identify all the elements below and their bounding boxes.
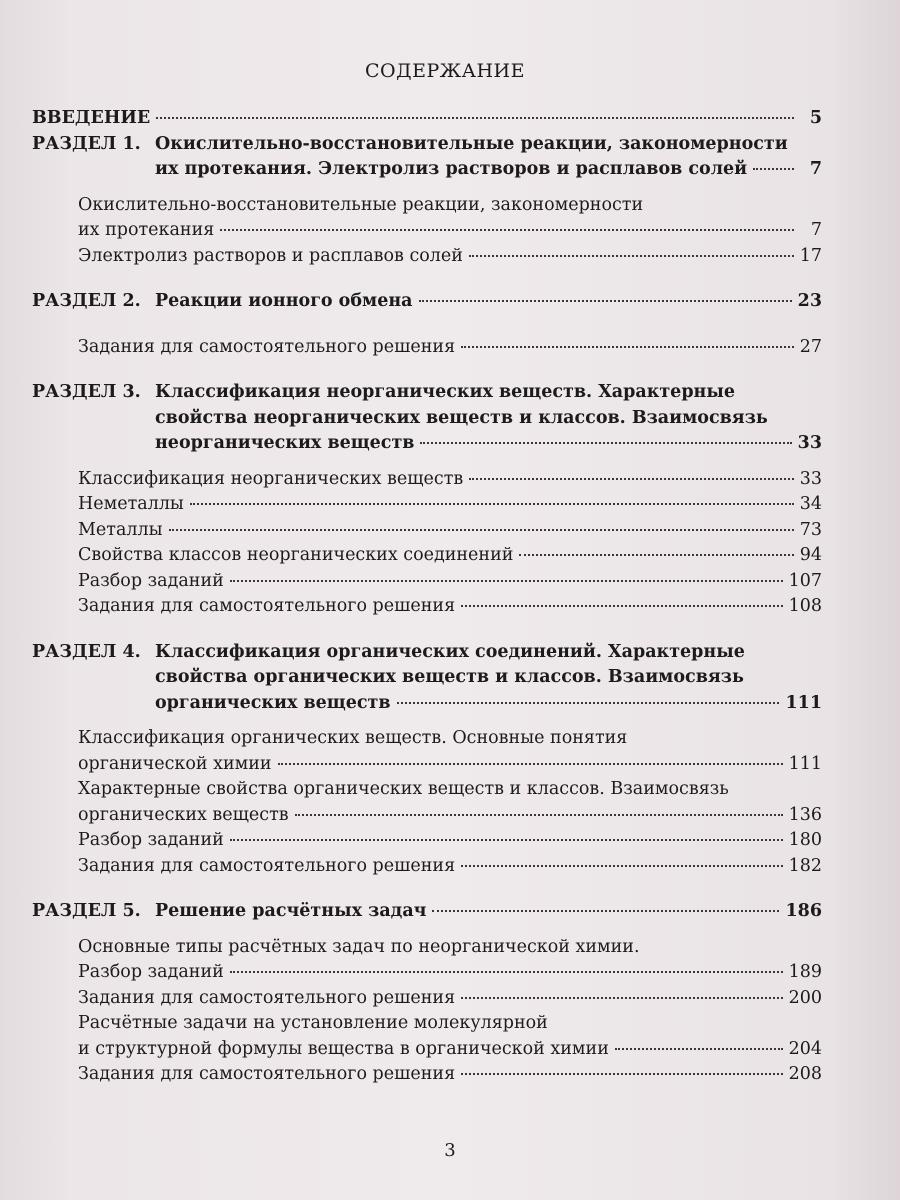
toc-subentry[interactable]	[32, 935, 822, 986]
leader-dots	[461, 1071, 782, 1075]
leader-dots	[432, 908, 779, 912]
leader-dots	[156, 115, 794, 119]
toc-section-5[interactable]	[32, 899, 822, 925]
leader-dots	[220, 227, 794, 231]
section-heading-line	[32, 380, 822, 406]
subentry-title: Металлы	[78, 519, 163, 540]
toc-section-1[interactable]	[32, 132, 822, 183]
subentry-title-line: их протекания	[78, 220, 215, 240]
toc-page-number: 33	[799, 468, 822, 489]
toc-section-3[interactable]	[32, 380, 822, 457]
subentry-title-line: Характерные свойства органических веществ и классов. Взаимосвязь	[78, 779, 729, 799]
section-title-line: органических веществ	[155, 692, 391, 713]
leader-dots	[615, 1046, 783, 1050]
leader-dots	[469, 476, 793, 480]
section-title-line: Реакции ионного обмена	[155, 291, 413, 311]
toc-page-number: 108	[788, 596, 822, 616]
leader-dots	[519, 552, 793, 556]
toc-subentry[interactable]	[32, 518, 822, 544]
subentry-title: Задания для самостоятельного решения	[78, 855, 456, 876]
subentry-title-line: органических веществ	[78, 804, 289, 825]
toc-page-number: 180	[788, 830, 822, 850]
subentry-title-line: Основные типы расчётных задач по неорганической химии.	[78, 936, 640, 957]
page-number: 3	[444, 1140, 456, 1161]
leader-dots	[230, 837, 783, 841]
section-label: РАЗДЕЛ 4.	[32, 641, 141, 662]
toc-page-number: 200	[788, 987, 822, 1008]
leader-dots	[461, 863, 782, 867]
subentry-title-line: Окислительно-восстановительные реакции, закономерности	[78, 194, 644, 215]
toc-entry-label: ВВЕДЕНИЕ	[32, 108, 151, 128]
toc-subentry[interactable]	[32, 854, 822, 880]
toc-page-number: 111	[785, 692, 822, 713]
contents-heading: СОДЕРЖАНИЕ	[365, 60, 525, 82]
toc-subentry[interactable]	[32, 1062, 822, 1088]
toc-page-number: 182	[788, 855, 822, 876]
section-title-line: Решение расчётных задач	[155, 901, 427, 921]
toc-page-number: 208	[788, 1064, 822, 1084]
section-heading-last-line	[32, 431, 822, 457]
toc-entry-intro[interactable]	[32, 106, 822, 132]
subentry-title: Разбор заданий	[78, 830, 224, 850]
toc-subentry[interactable]	[32, 244, 822, 270]
subentry-title: Классификация неорганических веществ	[78, 468, 464, 489]
toc-subentry[interactable]	[32, 492, 822, 518]
subentry-title: Неметаллы	[78, 494, 184, 514]
subentry-title-line: Разбор заданий	[78, 962, 224, 982]
leader-dots	[278, 761, 783, 765]
section-label: РАЗДЕЛ 1.	[32, 133, 141, 154]
subentry-title-line: Классификация органических веществ. Основные понятия	[78, 728, 628, 748]
toc-page-number: 34	[799, 494, 822, 514]
toc-page-number: 5	[809, 108, 822, 128]
subentry-title: Задания для самостоятельного решения	[78, 1064, 456, 1084]
toc-page-number: 33	[797, 433, 822, 453]
subentry-title-line: органической химии	[78, 753, 272, 774]
section-label: РАЗДЕЛ 2.	[32, 291, 141, 311]
leader-dots	[461, 995, 782, 999]
toc-page-number: 7	[809, 159, 822, 179]
toc-page-number: 189	[788, 962, 822, 982]
toc-page-number: 136	[788, 804, 822, 825]
subentry-title: Задания для самостоятельного решения	[78, 987, 456, 1008]
toc-section-4[interactable]	[32, 640, 822, 717]
toc-page-number: 94	[799, 545, 822, 565]
subentry-title-line: Расчётные задачи на установление молекулярной	[78, 1013, 548, 1033]
section-label: РАЗДЕЛ 5.	[32, 901, 141, 921]
toc-subentry[interactable]	[32, 726, 822, 777]
section-title-line: свойства неорганических веществ и классов. Взаимосвязь	[155, 407, 768, 428]
toc-page-number: 17	[799, 245, 822, 266]
toc-subentry[interactable]	[32, 1011, 822, 1062]
leader-dots	[753, 166, 794, 170]
leader-dots	[461, 344, 794, 348]
toc-subentry[interactable]	[32, 193, 822, 244]
subentry-title: Задания для самостоятельного решения	[78, 596, 456, 616]
toc-subentry[interactable]	[32, 777, 822, 828]
section-heading-line	[32, 640, 822, 666]
toc-page-number: 27	[799, 336, 822, 357]
section-title-line: свойства органических веществ и классов. Взаимосвязь	[155, 667, 744, 687]
leader-dots	[469, 253, 794, 257]
toc-page-number: 7	[810, 220, 822, 240]
subentry-title: Разбор заданий	[78, 570, 224, 591]
toc-page-number: 186	[785, 901, 822, 921]
leader-dots	[397, 700, 780, 704]
section-title-line: Окислительно-восстановительные реакции, закономерности	[155, 133, 788, 154]
leader-dots	[420, 440, 791, 444]
toc-subentry[interactable]	[32, 335, 822, 361]
section-heading-last-line	[32, 157, 822, 183]
toc-section-2[interactable]	[32, 289, 822, 315]
toc-page-number: 107	[788, 570, 822, 591]
subentry-title: Свойства классов неорганических соединений	[78, 545, 514, 565]
toc-page-number: 73	[799, 519, 822, 540]
toc-subentry[interactable]	[32, 986, 822, 1012]
toc-page-number: 204	[788, 1038, 822, 1059]
leader-dots	[295, 812, 783, 816]
toc-page-number: 23	[797, 291, 822, 311]
toc-subentry[interactable]	[32, 467, 822, 493]
subentry-title: Задания для самостоятельного решения	[78, 336, 456, 357]
toc-subentry[interactable]	[32, 594, 822, 620]
table-of-contents	[32, 106, 822, 1088]
subentry-title-line: и структурной формулы вещества в органической химии	[78, 1038, 609, 1059]
section-title-line: Классификация органических соединений. Характерные	[155, 641, 745, 662]
toc-page-number: 111	[788, 753, 822, 774]
section-title-line: Классификация неорганических веществ. Характерные	[155, 382, 736, 402]
toc-subentry[interactable]	[32, 569, 822, 595]
section-heading-last-line	[32, 691, 822, 717]
leader-dots	[230, 578, 783, 582]
leader-dots	[190, 501, 794, 505]
leader-dots	[461, 603, 782, 607]
section-label: РАЗДЕЛ 3.	[32, 382, 141, 402]
leader-dots	[169, 527, 794, 531]
toc-subentry[interactable]	[32, 543, 822, 569]
section-title-line: их протекания. Электролиз растворов и расплавов солей	[155, 159, 748, 179]
subentry-title: Электролиз растворов и расплавов солей	[78, 245, 463, 266]
section-heading-line	[32, 132, 822, 158]
toc-subentry[interactable]	[32, 828, 822, 854]
leader-dots	[419, 298, 792, 302]
section-title-line: неорганических веществ	[155, 433, 415, 453]
leader-dots	[230, 969, 783, 973]
